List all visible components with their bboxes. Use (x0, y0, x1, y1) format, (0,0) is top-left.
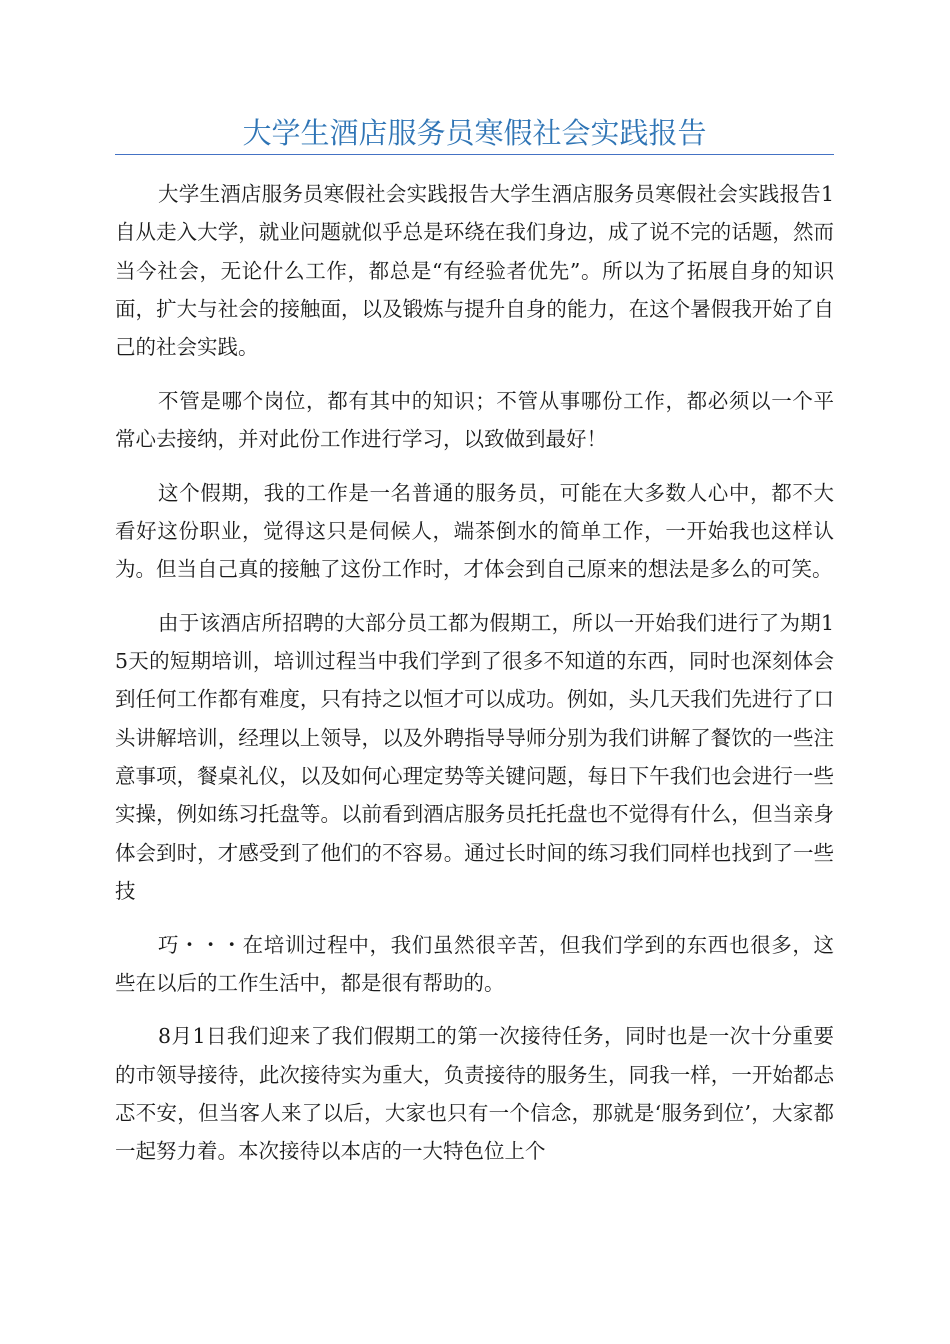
paragraph: 巧・・・在培训过程中，我们虽然很辛苦，但我们学到的东西也很多，这些在以后的工作生活中，都是很有帮助的。 (115, 932, 834, 995)
paragraph: 8月1日我们迎来了我们假期工的第一次接待任务，同时也是一次十分重要的市领导接待，此次接待实为重大，负责接待的服务生，同我一样，一开始都忐忑不安，但当客人来了以后，大家也只有一个信念，那就是‘服务到位’，大家都一起努力着。本次接待以本店的一大特色位上个 (115, 1024, 834, 1164)
paragraph: 由于该酒店所招聘的大部分员工都为假期工，所以一开始我们进行了为期15天的短期培训，培训过程当中我们学到了很多不知道的东西，同时也深刻体会到任何工作都有难度，只有持之以恒才可以成功。例如，头几天我们先进行了口头讲解培训，经理以上领导，以及外聘指导导师分别为我们讲解了餐饮的一些注意事项，餐桌礼仪，以及如何心理定势等关键问题，每日下午我们也会进行一些实操，例如练习托盘等。以前看到酒店服务员托托盘也不觉得有什么，但当亲身体会到时，才感受到了他们的不容易。通过长时间的练习我们同样也找到了一些技 (115, 610, 834, 903)
document-title: 大学生酒店服务员寒假社会实践报告 (242, 116, 707, 150)
document-body (115, 175, 834, 1186)
paragraph: 这个假期，我的工作是一名普通的服务员，可能在大多数人心中，都不大看好这份职业，觉得这只是伺候人，端茶倒水的简单工作，一开始我也这样认为。但当自己真的接触了这份工作时，才体会到自己原来的想法是多么的可笑。 (115, 480, 834, 582)
paragraph: 大学生酒店服务员寒假社会实践报告大学生酒店服务员寒假社会实践报告1自从走入大学，就业问题就似乎总是环绕在我们身边，成了说不完的话题，然而当今社会，无论什么工作，都总是“有经验者优先”。所以为了拓展自身的知识面，扩大与社会的接触面，以及锻炼与提升自身的能力，在这个暑假我开始了自己的社会实践。 (115, 182, 834, 360)
title-underline (115, 154, 834, 155)
paragraph: 不管是哪个岗位，都有其中的知识；不管从事哪份工作，都必须以一个平常心去接纳，并对此份工作进行学习，以致做到最好！ (115, 388, 834, 452)
